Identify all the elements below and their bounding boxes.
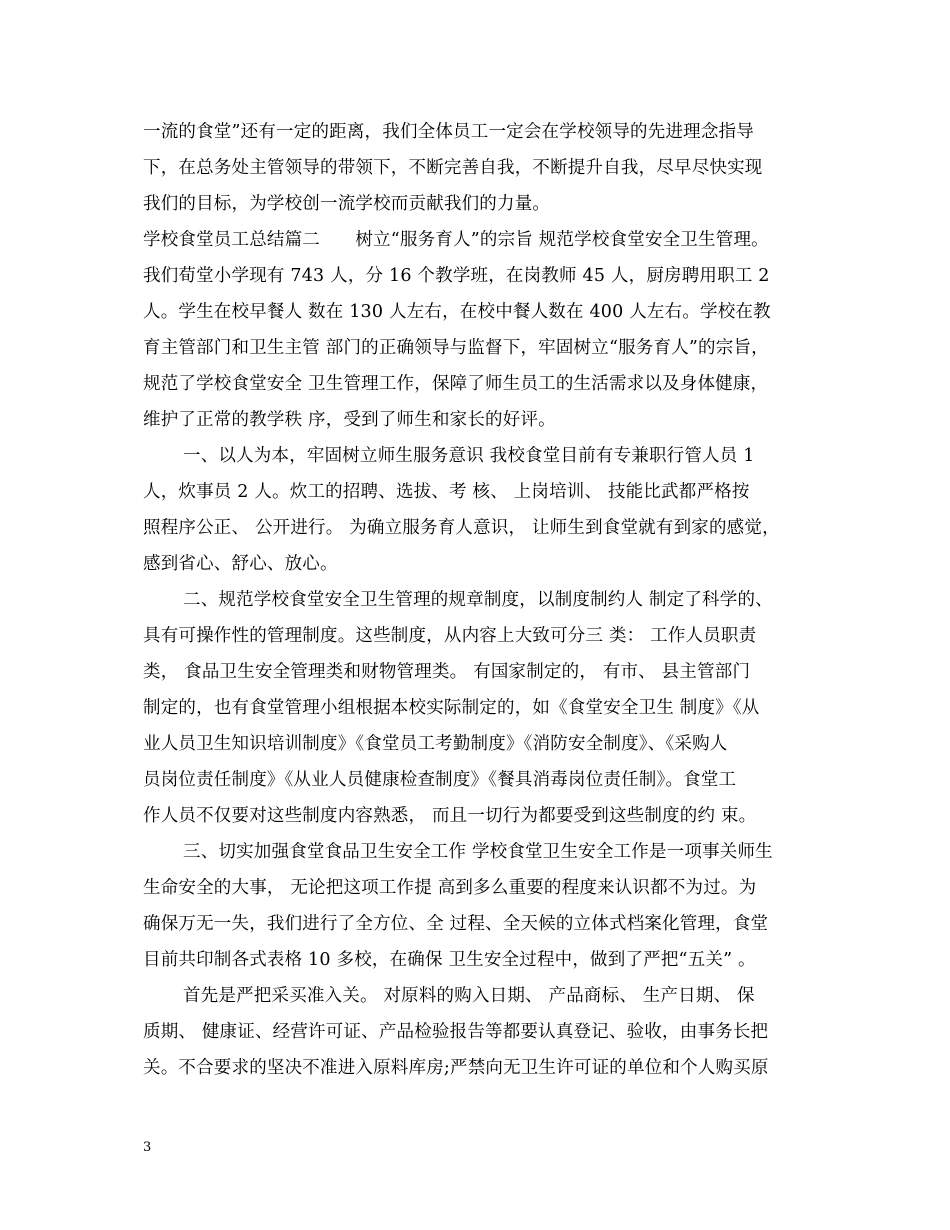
text-line: 质期、 健康证、经营许可证、产品检验报告等都要认真登记、验收，由事务长把	[143, 1022, 769, 1042]
paragraph-start-line: 二、规范学校食堂安全卫生管理的规章制度，以制度制约人 制定了科学的、	[183, 590, 773, 610]
paragraph-start-line: 首先是严把采买准入关。 对原料的购入日期、 产品商标、 生产日期、 保	[183, 986, 755, 1006]
text-line: 具有可操作性的管理制度。这些制度，从内容上大致可分三 类： 工作人员职责	[143, 626, 757, 646]
text-line: 确保万无一失，我们进行了全方位、全 过程、全天候的立体式档案化管理，食堂	[143, 914, 769, 934]
text-line: 生命安全的大事， 无论把这项工作提 高到多么重要的程度来认识都不为过。为	[143, 878, 757, 898]
text-line: 目前共印制各式表格 10 多校，在确保 卫生安全过程中，做到了严把“五关” 。	[143, 950, 756, 970]
paragraph-start-line: 三、切实加强食堂食品卫生安全工作 学校食堂卫生安全工作是一项事关师生	[183, 842, 773, 862]
text-line: 我们的目标，为学校创一流学校而贡献我们的力量。	[143, 194, 551, 214]
text-line: 制定的，也有食堂管理小组根据本校实际制定的，如《食堂安全卫生 制度》《从	[143, 698, 760, 718]
text-line: 规范了学校食堂安全 卫生管理工作，保障了师生员工的生活需求以及身体健康，	[143, 374, 769, 394]
text-line: 作人员不仅要对这些制度内容熟悉， 而且一切行为都要受到这些制度的约 束。	[143, 806, 757, 826]
page-number: 3	[143, 1140, 152, 1155]
text-line: 照程序公正、 公开进行。 为确立服务育人意识， 让师生到食堂就有到家的感觉，	[143, 518, 780, 538]
text-line: 人。学生在校早餐人 数在 130 人左右，在校中餐人数在 400 人左右。学校在教	[143, 302, 771, 322]
text-line: 我们荀堂小学现有 743 人，分 16 个教学班，在岗教师 45 人，厨房聘用职工 2	[143, 266, 770, 286]
text-line: 关。不合要求的坚决不准进入原料库房;严禁向无卫生许可证的单位和个人购买原	[143, 1058, 769, 1078]
text-line: 育主管部门和卫生主管 部门的正确领导与监督下，牢固树立“服务育人”的宗旨，	[143, 338, 769, 358]
text-line: 员岗位责任制度》《从业人员健康检查制度》《餐具消毒岗位责任制》。食堂工	[143, 770, 737, 790]
text-line: 下，在总务处主管领导的带领下，不断完善自我，不断提升自我，尽早尽快实现	[143, 158, 763, 178]
section-title-line: 学校食堂员工总结篇二 树立“服务育人”的宗旨 规范学校食堂安全卫生管理。	[143, 230, 769, 250]
paragraph-start-line: 一、以人为本，牢固树立师生服务意识 我校食堂目前有专兼职行管人员 1	[183, 446, 755, 466]
text-line: 人，炊事员 2 人。炊工的招聘、选拔、考 核、 上岗培训、 技能比武都严格按	[143, 482, 750, 502]
text-line: 维护了正常的教学秩 序，受到了师生和家长的好评。	[143, 410, 556, 430]
text-line: 类， 食品卫生安全管理类和财物管理类。 有国家制定的， 有市、 县主管部门	[143, 662, 751, 682]
text-line: 一流的食堂”还有一定的距离，我们全体员工一定会在学校领导的先进理念指导	[143, 122, 754, 142]
text-line: 感到省心、舒心、放心。	[143, 554, 338, 574]
text-line: 业人员卫生知识培训制度》《食堂员工考勤制度》《消防安全制度》、《采购人	[143, 734, 728, 754]
